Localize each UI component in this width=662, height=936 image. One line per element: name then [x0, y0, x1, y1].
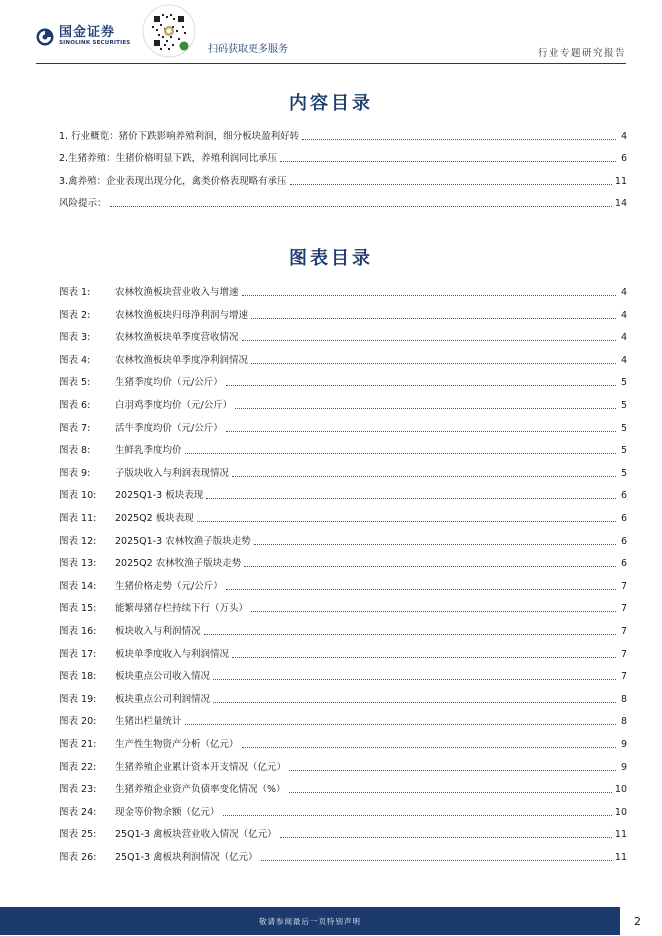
figure-page: 7 — [620, 580, 627, 592]
figure-label: 板块收入与利润情况 — [115, 626, 201, 637]
figure-label: 生猪养殖企业资产负债率变化情况（%） — [115, 784, 286, 796]
contents-item-label: 1. 行业概览：猪价下跌影响养殖利润，细分板块盈利好转 — [59, 131, 300, 142]
company-logo — [36, 26, 130, 47]
figure-item[interactable] — [59, 373, 627, 389]
leader-dots — [251, 363, 616, 364]
leader-dots — [226, 385, 616, 386]
figure-number: 图表 8: — [59, 445, 91, 457]
figure-label: 生鲜乳季度均价 — [115, 445, 182, 457]
qr-code-icon[interactable] — [142, 4, 196, 58]
figure-label: 生猪季度均价（元/公斤） — [115, 377, 223, 389]
logo-mark-icon — [36, 28, 54, 46]
figure-label: 现金等价物余额（亿元） — [115, 806, 220, 818]
scan-qr-prompt: 扫码获取更多服务 — [208, 44, 288, 55]
figure-label: 子版块收入与利润表现情况 — [115, 467, 230, 479]
figure-page: 7 — [620, 603, 627, 615]
figure-label: 板块单季度收入与利润情况 — [115, 648, 230, 660]
figure-page: 4 — [620, 332, 627, 344]
figure-item[interactable] — [59, 780, 627, 796]
figure-number: 图表 10: — [59, 490, 97, 502]
leader-dots — [235, 408, 616, 409]
leader-dots — [254, 544, 616, 545]
figure-item[interactable] — [59, 577, 627, 593]
figure-label: 活牛季度均价（元/公斤） — [115, 422, 223, 434]
leader-dots — [185, 724, 616, 725]
leader-dots — [213, 679, 616, 680]
figure-label: 农林牧渔板块单季度营收情况 — [115, 332, 239, 344]
figure-page: 4 — [620, 287, 627, 298]
figure-label: 生猪出栏量统计 — [115, 716, 182, 728]
leader-dots — [185, 453, 616, 454]
figure-label: 板块重点公司利润情况 — [115, 693, 211, 705]
figure-number: 图表 6: — [59, 400, 91, 411]
figure-item[interactable] — [59, 441, 627, 457]
disclaimer-note: 敬请参阅最后一页特别声明 — [259, 917, 361, 926]
figure-label: 2025Q2 板块表现 — [115, 513, 194, 524]
figure-number: 图表 14: — [59, 580, 97, 592]
figure-page: 8 — [620, 693, 627, 705]
figure-number: 图表 16: — [59, 626, 97, 637]
figure-item[interactable] — [59, 396, 627, 412]
figure-page: 5 — [620, 422, 627, 434]
page-number: 2 — [634, 915, 641, 928]
figure-item[interactable] — [59, 306, 627, 322]
leader-dots — [290, 184, 612, 185]
figure-label: 25Q1-3 禽板块营业收入情况（亿元） — [115, 829, 277, 841]
figure-number: 图表 22: — [59, 761, 97, 773]
leader-dots — [197, 521, 616, 522]
leader-dots — [251, 318, 616, 319]
leader-dots — [213, 702, 616, 703]
figure-label: 2025Q2 农林牧渔子版块走势 — [115, 558, 242, 570]
leader-dots — [289, 792, 612, 793]
figure-item[interactable] — [59, 690, 627, 706]
logo-english-name: SINOLINK SECURITIES — [59, 40, 131, 46]
figure-page: 7 — [620, 648, 627, 660]
figure-number: 图表 3: — [59, 332, 91, 344]
figure-label: 25Q1-3 禽板块利润情况（亿元） — [115, 852, 258, 863]
figure-number: 图表 9: — [59, 467, 91, 479]
figure-number: 图表 15: — [59, 603, 97, 615]
page-footer — [0, 907, 662, 936]
report-type-label: 行业专题研究报告 — [537, 48, 626, 59]
contents-item-label: 风险提示： — [59, 198, 107, 209]
leader-dots — [244, 566, 616, 567]
figure-page: 5 — [620, 400, 627, 411]
leader-dots — [261, 860, 612, 861]
figure-item[interactable] — [59, 712, 627, 728]
leader-dots — [206, 498, 616, 499]
figure-number: 图表 25: — [59, 829, 97, 841]
leader-dots — [289, 770, 616, 771]
contents-item[interactable] — [59, 127, 627, 143]
figure-number: 图表 7: — [59, 422, 91, 434]
figure-number: 图表 17: — [59, 648, 97, 660]
figure-item[interactable] — [59, 486, 627, 502]
figure-number: 图表 18: — [59, 671, 97, 683]
leader-dots — [242, 295, 616, 296]
figure-page: 9 — [620, 739, 627, 750]
leader-dots — [232, 476, 616, 477]
figure-page: 6 — [620, 535, 627, 547]
figure-page: 10 — [614, 806, 627, 818]
figure-page: 11 — [614, 829, 627, 841]
figure-item[interactable] — [59, 464, 627, 480]
figure-number: 图表 4: — [59, 354, 91, 366]
figure-item[interactable] — [59, 351, 627, 367]
figure-page: 6 — [620, 558, 627, 570]
contents-item[interactable] — [59, 172, 627, 188]
figure-page: 7 — [620, 671, 627, 683]
figure-item[interactable] — [59, 509, 627, 525]
figure-label: 生猪价格走势（元/公斤） — [115, 580, 223, 592]
figures-title: 图表目录 — [289, 248, 373, 269]
leader-dots — [226, 589, 616, 590]
figure-label: 2025Q1-3 板块表现 — [115, 490, 204, 502]
figure-page: 6 — [620, 513, 627, 524]
figure-item[interactable] — [59, 328, 627, 344]
figure-page: 10 — [614, 784, 627, 796]
figure-item[interactable] — [59, 803, 627, 819]
figure-number: 图表 21: — [59, 739, 97, 750]
figure-page: 5 — [620, 467, 627, 479]
figure-label: 板块重点公司收入情况 — [115, 671, 211, 683]
figure-number: 图表 2: — [59, 309, 91, 321]
figure-page: 5 — [620, 445, 627, 457]
figure-number: 图表 1: — [59, 287, 91, 298]
figure-page: 5 — [620, 377, 627, 389]
figure-item[interactable] — [59, 283, 627, 299]
leader-dots — [242, 340, 616, 341]
page-header — [0, 0, 662, 62]
leader-dots — [204, 634, 616, 635]
figure-label: 生猪养殖企业累计资本开支情况（亿元） — [115, 761, 287, 773]
figure-number: 图表 5: — [59, 377, 91, 389]
contents-item-label: 2.生猪养殖：生猪价格明显下跌，养殖利润同比承压 — [59, 153, 278, 164]
figure-label: 农林牧渔板块单季度净利润情况 — [115, 354, 249, 366]
figure-page: 9 — [620, 761, 627, 773]
figure-label: 2025Q1-3 农林牧渔子版块走势 — [115, 535, 251, 547]
contents-item-page: 6 — [620, 153, 627, 164]
figure-number: 图表 24: — [59, 806, 97, 818]
figure-label: 白羽鸡季度均价（元/公斤） — [115, 400, 233, 411]
figure-item[interactable] — [59, 667, 627, 683]
figure-number: 图表 19: — [59, 693, 97, 705]
contents-item[interactable] — [59, 149, 627, 165]
leader-dots — [110, 206, 612, 207]
figure-page: 6 — [620, 490, 627, 502]
figure-item[interactable] — [59, 532, 627, 548]
figure-item[interactable] — [59, 735, 627, 751]
figure-number: 图表 20: — [59, 716, 97, 728]
contents-item-page: 14 — [614, 198, 627, 209]
figure-label: 农林牧渔板块归母净利润与增速 — [115, 309, 249, 321]
figure-number: 图表 11: — [59, 513, 97, 524]
contents-item-page: 4 — [620, 131, 627, 142]
figure-page: 8 — [620, 716, 627, 728]
figure-item[interactable] — [59, 758, 627, 774]
figure-item[interactable] — [59, 554, 627, 570]
leader-dots — [232, 657, 616, 658]
contents-item[interactable] — [59, 194, 627, 210]
leader-dots — [251, 611, 616, 612]
figure-page: 11 — [614, 852, 627, 863]
figure-number: 图表 26: — [59, 852, 97, 863]
figure-item[interactable] — [59, 622, 627, 638]
figure-label: 生产性生物资产分析（亿元） — [115, 739, 239, 750]
figure-item[interactable] — [59, 848, 627, 864]
leader-dots — [280, 837, 612, 838]
leader-dots — [226, 431, 616, 432]
figure-label: 能繁母猪存栏持续下行（万头） — [115, 603, 249, 615]
contents-title: 内容目录 — [289, 93, 373, 114]
leader-dots — [302, 139, 616, 140]
figure-label: 农林牧渔板块营业收入与增速 — [115, 287, 239, 298]
leader-dots — [223, 815, 612, 816]
figure-page: 4 — [620, 309, 627, 321]
header-divider — [36, 63, 626, 64]
contents-item-page: 11 — [614, 176, 627, 187]
logo-chinese-name: 国金证券 — [59, 25, 116, 40]
figure-number: 图表 23: — [59, 784, 97, 796]
figure-number: 图表 13: — [59, 558, 97, 570]
figure-item[interactable] — [59, 825, 627, 841]
figure-item[interactable] — [59, 419, 627, 435]
figure-item[interactable] — [59, 645, 627, 661]
figure-item[interactable] — [59, 599, 627, 615]
figure-number: 图表 12: — [59, 535, 97, 547]
leader-dots — [280, 161, 616, 162]
figure-page: 7 — [620, 626, 627, 637]
figure-page: 4 — [620, 354, 627, 366]
leader-dots — [242, 747, 616, 748]
contents-item-label: 3.禽养殖：企业表现出现分化，禽类价格表现略有承压 — [59, 176, 287, 187]
